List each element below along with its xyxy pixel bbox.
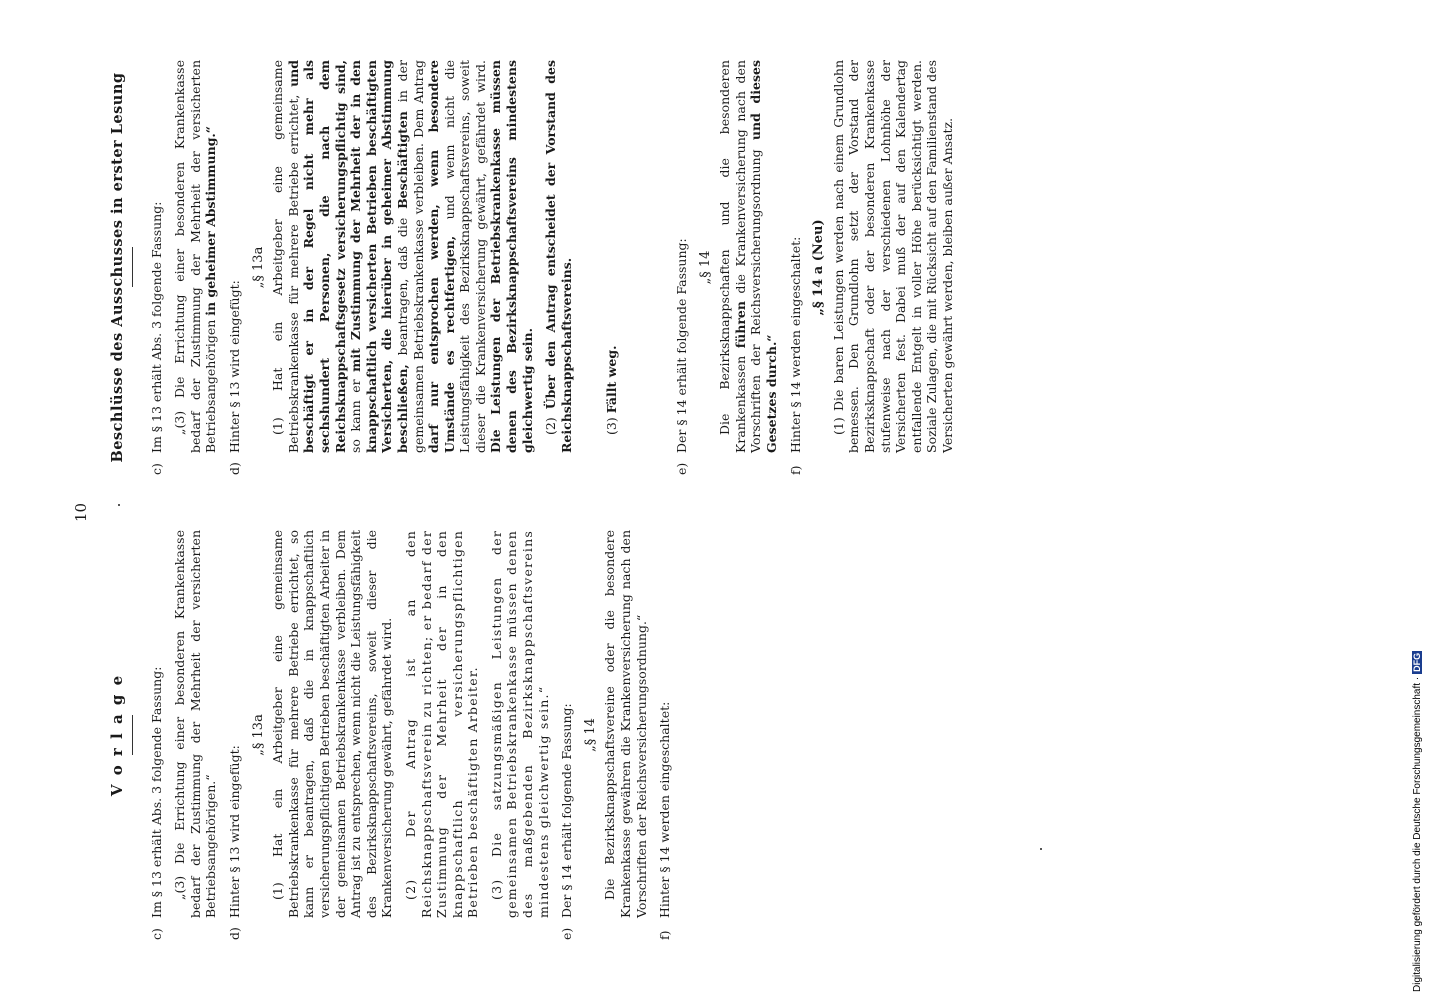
amendment-text: „(3) Die Errichtung einer besonderen Krankenkasse bedarf der Zustimmung der Mehrheit der versicherten Betriebsangehörigen.“	[172, 530, 219, 918]
amendment-text	[604, 60, 620, 475]
item-e	[674, 60, 690, 475]
amendment-text	[543, 60, 574, 475]
item-intro: Hinter § 13 wird eingefügt:	[226, 745, 242, 918]
changed-text: Über den Antrag entscheidet der Vorstand des Reichsknappschaftsvereins.	[543, 59, 574, 453]
item-d	[227, 530, 243, 940]
changed-text: darf nur entsprochen werden, wenn besondere Umstände es rechtfertigen,	[426, 60, 457, 453]
changed-text: in geheimer Abstimmung.“	[203, 126, 219, 316]
changed-text: mit Zustimmung der Mehrheit der in den knappschaftlich versicherten Betrieben beschäftigten Versicherten, die hierüber in geheimer Abstimmung beschließen,	[348, 60, 410, 453]
item-c	[149, 60, 165, 475]
text-run: (2)	[543, 417, 559, 435]
item-intro: Der § 14 erhält folgende Fassung:	[674, 238, 690, 453]
item-intro: Im § 13 erhält Abs. 3 folgende Fassung:	[148, 201, 164, 453]
scan-speck	[1040, 848, 1042, 850]
amendment-text: Die Bezirksknappschaftsvereine oder die besondere Krankenkasse gewähren die Krankenversicherung nach den Vorschriften der Reichsversicherungsordnung.“	[602, 530, 649, 918]
item-label: c)	[148, 928, 164, 940]
text-run: in der gemeinsamen Betriebskrankenkasse verbleiben. Dem Antrag	[394, 60, 426, 453]
item-intro: Hinter § 14 werden eingeschaltet:	[787, 236, 803, 453]
section-title: „§ 14 a (Neu)	[811, 219, 827, 316]
amendment-text	[717, 60, 779, 475]
column-heading: V o r l a g e	[108, 673, 126, 797]
item-label: e)	[674, 462, 690, 475]
text-run: die Krankenversicherung nach den Vorschriften der Reichsversicherungsordnung	[732, 60, 764, 453]
item-e	[559, 530, 575, 940]
column-heading: Beschlüsse des Ausschusses in erster Lesung	[109, 72, 126, 463]
amendment-text: (2) Der Antrag ist an den Reichsknappschaftsverein zu richten; er bedarf der Zustimmung der Mehrheit der in den knappschaftlich versicherungspflichtigen Betrieben beschäftigten Arbeiter.	[402, 530, 481, 918]
item-label: d)	[226, 462, 242, 475]
column-vorlage	[110, 530, 681, 940]
changed-text: und dieses Gesetzes durch.“	[748, 60, 779, 453]
page-number: 10	[72, 502, 90, 522]
digitization-credit	[1412, 651, 1423, 992]
changed-text: führen	[732, 301, 748, 349]
section-title: „§ 13a	[250, 714, 266, 756]
heading-rule	[132, 248, 133, 288]
text-run: Die Bezirksknappschaften und die besonderen Krankenkassen	[717, 60, 748, 453]
text-run: beantragen, daß die	[394, 217, 410, 356]
text-run: „(3) Die Errichtung einer besonderen Krankenkasse bedarf der Zustimmung der Mehrheit der versicherten Betriebsangehörigen	[172, 60, 219, 453]
item-label: c)	[148, 463, 164, 475]
text-run: so kann er	[348, 379, 364, 453]
section-title: „§ 13a	[250, 246, 266, 289]
amendment-text: (1) Hat ein Arbeitgeber eine gemeinsame Betriebskrankenkasse für mehrere Betriebe errichtet, so kann er beantragen, daß die in knappschaftlich versicherungspflichtigen Betrieben beschäftigten Arbeiter in der gemeinsamen Betriebskrankenkasse verbleiben. Dem Antrag ist zu entsprechen, wenn nicht die Leistungsfähigkeit des Bezirksknappschaftsvereins, soweit dieser die Krankenversicherung gewährt, gefährdet wird.	[270, 530, 395, 918]
item-intro: Hinter § 14 werden eingeschaltet:	[657, 701, 673, 918]
heading-rule	[132, 715, 133, 755]
item-intro: Im § 13 erhält Abs. 3 folgende Fassung:	[148, 666, 164, 918]
section-title: „§ 14	[697, 250, 713, 285]
spacer	[628, 60, 674, 475]
changed-text: Beschäftigten	[394, 111, 410, 209]
item-label: f)	[657, 930, 673, 940]
item-label: e)	[559, 927, 575, 940]
item-label: f)	[787, 465, 803, 475]
text-run: (1) Hat ein Arbeitgeber eine gemeinsame Betriebskrankenkasse für mehrere Betriebe errichtet,	[270, 60, 301, 453]
changed-text: Fällt weg.	[604, 345, 620, 414]
item-d	[227, 60, 243, 475]
amendment-text: (1) Die baren Leistungen werden nach einem Grundlohn bemessen. Den Grundlohn setzt der Vorstand der Bezirksknappschaft oder der besonderen Krankenkasse stufenweise nach der verschiedenen Lohnhöhe der Versicherten fest. Dabei muß der auf den Kalendertag entfallende Entgelt in voller Höhe berücksichtigt werden. Soziale Zulagen, die mit Rücksicht auf den Familienstand des Versicherten gewährt werden, bleiben außer Ansatz.	[830, 60, 955, 453]
text-run: und wenn nicht die Leistungsfähigkeit des Bezirksknappschaftsvereins, soweit dieser die Krankenversicherung gewährt, gefährdet wird.	[441, 60, 488, 453]
item-intro: Der § 14 erhält folgende Fassung:	[559, 703, 575, 918]
item-f	[788, 60, 804, 475]
text-run: (3)	[604, 417, 620, 435]
item-intro: Hinter § 13 wird eingefügt:	[226, 280, 242, 453]
changed-text: Die Leistungen der Betriebskrankenkasse müssen denen des Bezirksknappschaftsvereins mindestens gleichwertig sein.	[488, 60, 535, 453]
item-f	[657, 530, 673, 940]
amendment-text	[270, 60, 535, 475]
column-beschluesse	[110, 60, 964, 475]
spacer	[582, 60, 604, 475]
section-title: „§ 14	[582, 718, 598, 752]
changed-text: und beschäftigt er in der Regel nicht mehr als sechshundert Personen, die nach dem Reichsknappschaftsgesetz versicherungspflichtig sind,	[285, 60, 348, 453]
item-c	[149, 530, 165, 940]
credit-text: Digitalisierung gefördert durch die Deutsche Forschungsgemeinschaft ·	[1412, 676, 1423, 992]
item-label: d)	[226, 927, 242, 940]
scan-speck	[118, 504, 120, 506]
amendment-text: (3) Die satzungsmäßigen Leistungen der gemeinsamen Betriebskrankenkasse müssen denen des maßgebenden Bezirksknappschaftsvereins mindestens gleichwertig sein.“	[488, 530, 551, 918]
amendment-text	[172, 60, 219, 475]
dfg-logo: DFG	[1412, 652, 1423, 672]
